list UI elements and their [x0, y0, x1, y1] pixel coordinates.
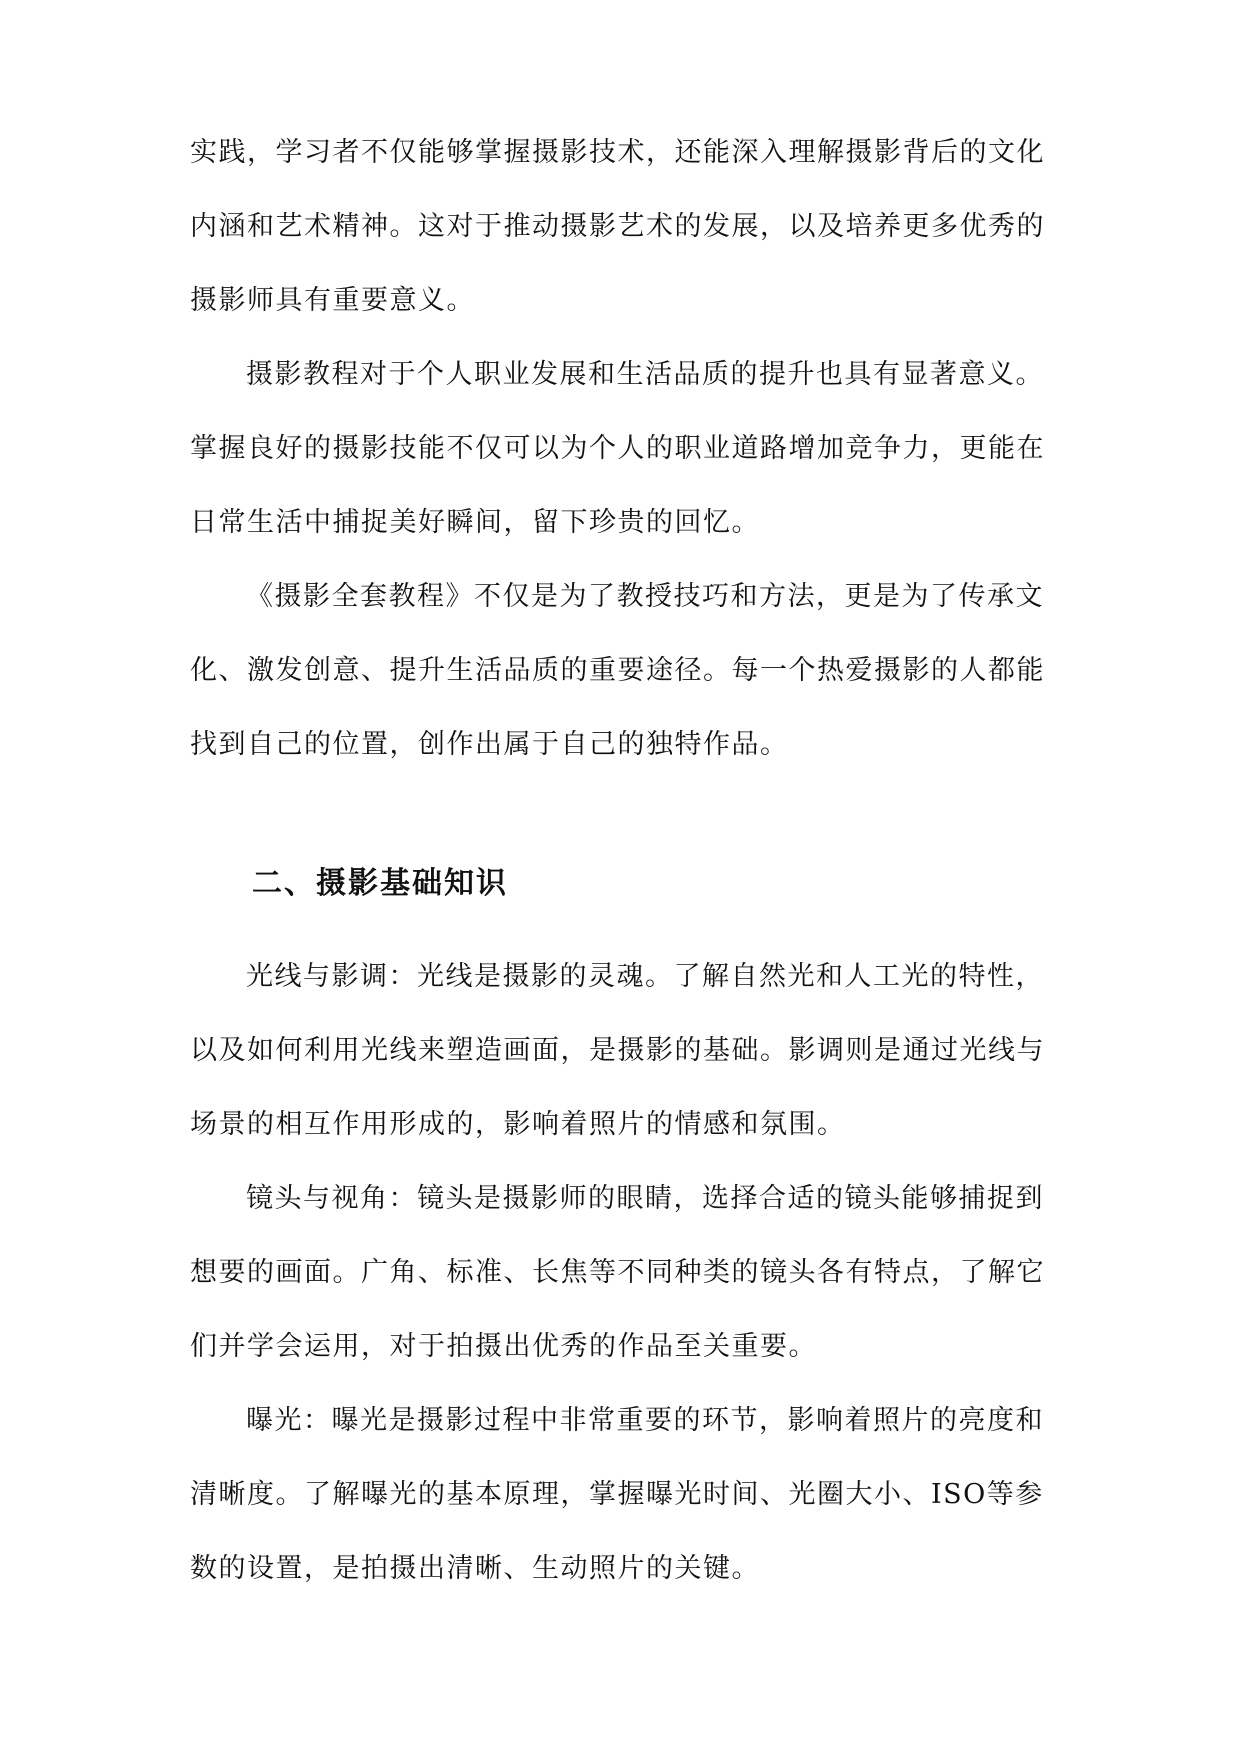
text-line: 镜头与视角：镜头是摄影师的眼睛，选择合适的镜头能够捕捉到: [246, 1183, 1044, 1214]
paragraph: [190, 116, 1060, 338]
paragraph: [190, 1384, 1060, 1606]
text-line: 们并学会运用，对于拍摄出优秀的作品至关重要。: [190, 1331, 817, 1362]
text-line: 清晰度。了解曝光的基本原理，掌握曝光时间、光圈大小、ISO等参: [190, 1479, 1044, 1510]
text-line: 以及如何利用光线来塑造画面，是摄影的基础。影调则是通过光线与: [190, 1035, 1045, 1066]
text-line: 日常生活中捕捉美好瞬间，留下珍贵的回忆。: [190, 507, 760, 538]
paragraph: [190, 338, 1060, 560]
text-line: 内涵和艺术精神。这对于推动摄影艺术的发展，以及培养更多优秀的: [190, 211, 1045, 242]
text-line: 化、激发创意、提升生活品质的重要途径。每一个热爱摄影的人都能: [190, 655, 1045, 686]
text-line: 场景的相互作用形成的，影响着照片的情感和氛围。: [190, 1109, 846, 1140]
body-text-bottom: [190, 940, 1060, 1606]
text-line: 摄影师具有重要意义。: [190, 285, 475, 316]
section-heading: 二、摄影基础知识: [252, 866, 508, 901]
paragraph: [190, 560, 1060, 782]
paragraph: [190, 1162, 1060, 1384]
text-line: 《摄影全套教程》不仅是为了教授技巧和方法，更是为了传承文: [246, 581, 1044, 612]
text-line: 想要的画面。广角、标准、长焦等不同种类的镜头各有特点，了解它: [190, 1257, 1045, 1288]
body-text-top: [190, 116, 1060, 782]
paragraph: [190, 940, 1060, 1162]
text-line: 实践，学习者不仅能够掌握摄影技术，还能深入理解摄影背后的文化: [190, 137, 1045, 168]
text-line: 曝光：曝光是摄影过程中非常重要的环节，影响着照片的亮度和: [246, 1405, 1044, 1436]
text-line: 掌握良好的摄影技能不仅可以为个人的职业道路增加竞争力，更能在: [190, 433, 1045, 464]
text-line: 摄影教程对于个人职业发展和生活品质的提升也具有显著意义。: [246, 359, 1044, 390]
text-line: 数的设置，是拍摄出清晰、生动照片的关键。: [190, 1553, 760, 1584]
text-line: 光线与影调：光线是摄影的灵魂。了解自然光和人工光的特性，: [246, 961, 1044, 992]
text-line: 找到自己的位置，创作出属于自己的独特作品。: [190, 729, 789, 760]
